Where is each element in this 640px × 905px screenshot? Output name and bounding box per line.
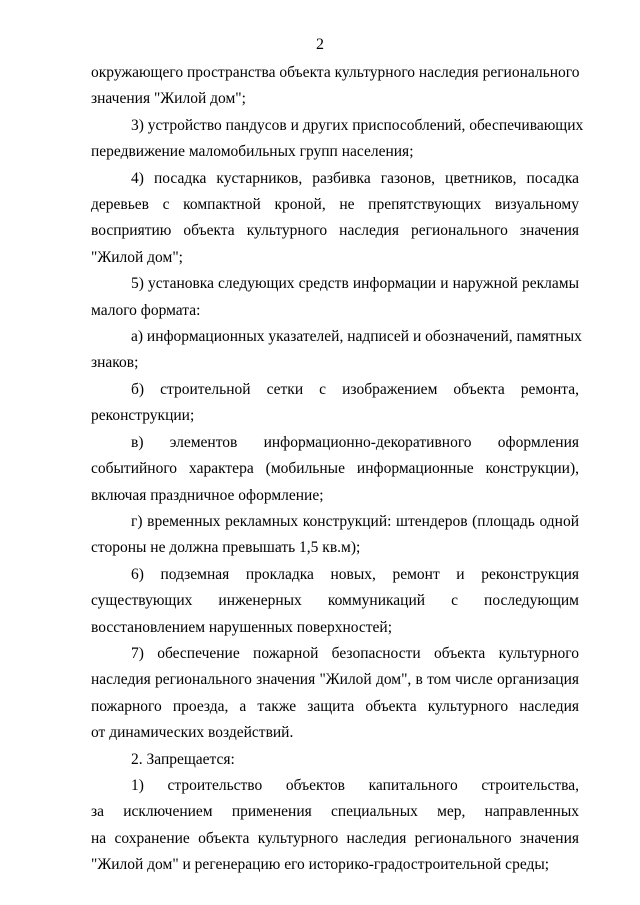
text-line: г) временных рекламных конструкций: штендеров (площадь одной	[131, 512, 579, 530]
text-line: восстановлением нарушенных поверхностей;	[91, 618, 393, 636]
text-line: существующих инженерных коммуникаций с последующим	[91, 592, 579, 610]
text-line: стороны не должна превышать 1,5 кв.м);	[91, 539, 361, 557]
text-line: 1) строительство объектов капитального строительства,	[131, 776, 579, 794]
text-line: в) элементов информационно-декоративного оформления	[131, 433, 579, 451]
text-line: на сохранение объекта культурного наследия регионального значения	[91, 829, 579, 847]
text-line: пожарного проезда, а также защита объекта культурного наследия	[91, 697, 579, 715]
text-line: "Жилой дом";	[91, 248, 183, 266]
text-line: 6) подземная прокладка новых, ремонт и реконструкция	[131, 565, 579, 583]
paragraph	[91, 562, 579, 641]
page-number: 2	[316, 36, 324, 53]
text-line: "Жилой дом" и регенерацию его историко-градостроительной среды;	[91, 856, 550, 874]
paragraph	[91, 60, 579, 113]
text-line: деревьев с компактной кроной, не препятствующих визуальному	[91, 196, 579, 214]
paragraph	[91, 271, 579, 324]
text-line: окружающего пространства объекта культурного наследия регионального	[91, 64, 580, 81]
paragraph	[91, 113, 584, 166]
text-line: знаков;	[91, 354, 139, 372]
document-body	[91, 60, 584, 879]
text-line: событийного характера (мобильные информационные конструкции),	[91, 460, 579, 478]
text-line: б) строительной сетки с изображением объекта ремонта,	[131, 380, 579, 398]
paragraph	[91, 324, 582, 377]
text-line: восприятию объекта культурного наследия регионального значения	[91, 222, 579, 240]
paragraph	[91, 773, 579, 879]
text-line: 2. Запрещается:	[131, 750, 235, 768]
paragraph	[91, 641, 579, 747]
text-line: 7) обеспечение пожарной безопасности объекта культурного	[131, 644, 579, 662]
text-line: значения "Жилой дом";	[91, 90, 246, 108]
paragraph	[91, 166, 579, 272]
text-line: включая праздничное оформление;	[91, 486, 324, 504]
text-line: наследия регионального значения "Жилой дом", в том числе организация	[91, 671, 579, 689]
text-line: 4) посадка кустарников, разбивка газонов, цветников, посадка	[131, 169, 579, 187]
text-line: 3) устройство пандусов и других приспособлений, обеспечивающих	[131, 116, 584, 134]
text-line: передвижение маломобильных групп населения;	[91, 143, 414, 161]
paragraph	[91, 509, 579, 562]
paragraph	[91, 377, 579, 430]
paragraph	[91, 747, 579, 773]
paragraph	[91, 430, 579, 509]
text-line: реконструкции;	[91, 407, 195, 425]
text-line: за исключением применения специальных мер, направленных	[91, 803, 579, 821]
text-line: малого формата:	[91, 301, 201, 319]
text-line: от динамических воздействий.	[91, 724, 294, 742]
text-line: 5) установка следующих средств информации и наружной рекламы	[131, 275, 579, 293]
text-line: а) информационных указателей, надписей и обозначений, памятных	[131, 328, 582, 346]
